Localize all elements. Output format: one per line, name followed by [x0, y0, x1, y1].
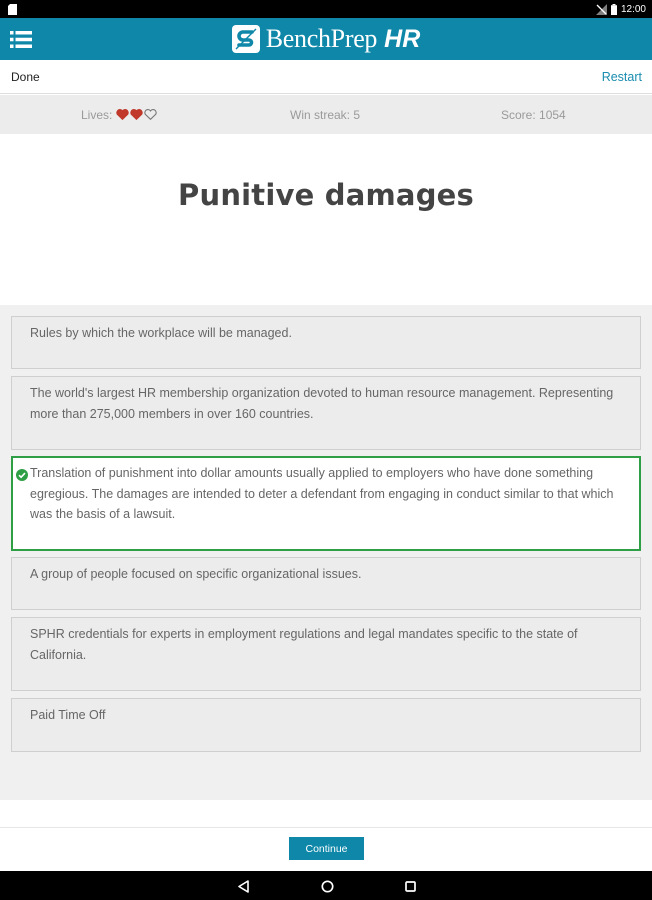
home-icon[interactable] [318, 877, 336, 895]
win-streak-stat: Win streak: 5 [290, 107, 361, 122]
recents-icon[interactable] [401, 877, 419, 895]
continue-button[interactable]: Continue [289, 837, 364, 860]
logo-accent: HR [384, 24, 421, 53]
restart-button[interactable]: Restart [601, 69, 642, 84]
answer-option[interactable] [11, 698, 641, 752]
battery-icon [611, 4, 617, 15]
answer-text: Rules by which the workplace will be managed. [30, 326, 292, 340]
lives-stat [81, 95, 157, 134]
navigation-bar [0, 871, 652, 900]
no-signal-icon [596, 4, 607, 15]
brand-logo [232, 24, 421, 54]
stats-bar [0, 95, 652, 134]
answer-option[interactable] [11, 376, 641, 450]
status-time: 12:00 [620, 3, 646, 15]
heart-filled-icon [130, 109, 143, 120]
menu-button[interactable] [9, 29, 33, 49]
back-icon[interactable] [234, 877, 252, 895]
list-menu-icon [10, 31, 32, 48]
answer-text: Translation of punishment into dollar amounts usually applied to employers who have done something egregious. The damages are intended to deter a defendant from engaging in conduct similar to that which was the basis of a lawsuit. [30, 466, 614, 521]
footer-divider [0, 827, 652, 828]
answer-text: A group of people focused on specific organizational issues. [30, 567, 362, 581]
lives-hearts [116, 109, 157, 120]
answer-text: Paid Time Off [30, 708, 106, 722]
benchprep-logo-icon [232, 25, 260, 53]
term-title: Punitive damages [178, 178, 474, 212]
toolbar [0, 60, 652, 94]
answers-area [0, 305, 652, 800]
answer-text: SPHR credentials for experts in employment regulations and legal mandates specific to the state of California. [30, 627, 578, 662]
status-bar [0, 0, 652, 18]
answer-option[interactable] [11, 617, 641, 691]
score-stat: Score: 1054 [501, 107, 566, 122]
sd-card-icon [8, 4, 17, 15]
heart-filled-icon [116, 109, 129, 120]
logo-text: BenchPrep [265, 24, 378, 53]
answer-option[interactable] [11, 316, 641, 369]
answer-option[interactable] [11, 557, 641, 610]
done-button[interactable]: Done [11, 69, 40, 84]
app-header [0, 18, 652, 60]
heart-empty-icon [144, 109, 157, 120]
term-area [0, 134, 652, 305]
answer-option-correct[interactable] [11, 456, 641, 551]
check-circle-icon [16, 467, 28, 488]
answer-text: The world's largest HR membership organization devoted to human resource management. Representing more than 275,000 members in over 160 countries. [30, 386, 614, 421]
footer [0, 800, 652, 871]
lives-label: Lives: [81, 107, 113, 122]
